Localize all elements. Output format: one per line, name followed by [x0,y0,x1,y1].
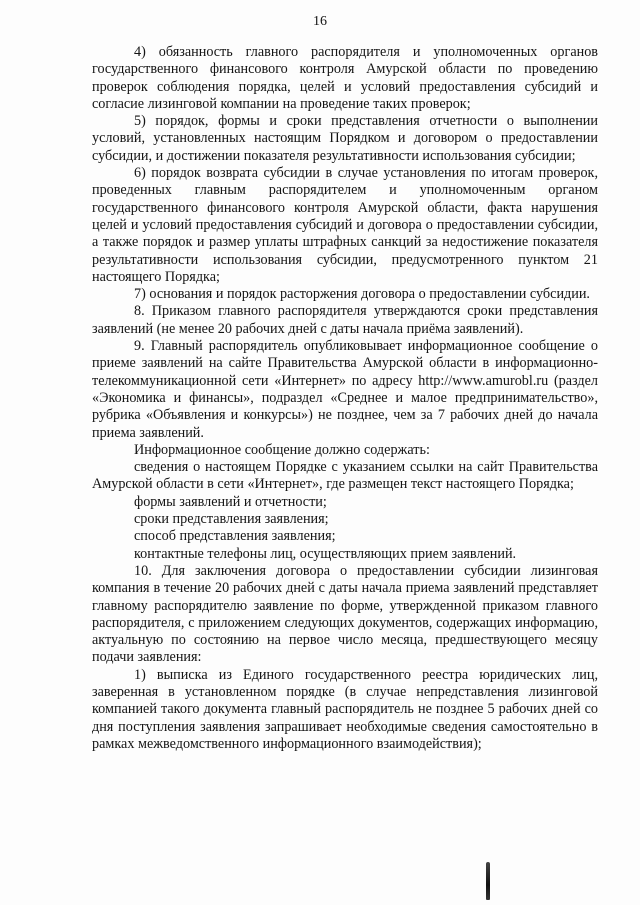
paragraph: 9. Главный распорядитель опубликовывает информационное сообщение о приеме заявлений на сайте Правительства Амурской области в информационно-телекоммуникационной сети «Интернет» по адресу http://www.amurobl.ru (раздел «Экономика и финансы», подраздел «Среднее и малое предпринимательство», рубрика «Объявления и конкурсы») не позднее, чем за 7 рабочих дней до начала приема заявлений. [92,338,598,441]
paragraph: 10. Для заключения договора о предоставлении субсидии лизинговая компания в течение 20 рабочих дней с даты начала приема заявлений представляет главному распорядителю заявление по форме, утвержденной приказом главного распорядителя, с приложением следующих документов, содержащих информацию, актуальную по состоянию на первое число месяца, предшествующего месяцу подачи заявления: [92,562,598,666]
paragraph: Информационное сообщение должно содержать: [134,441,430,458]
list-item: способ представления заявления; [134,528,336,545]
paragraph: 8. Приказом главного распорядителя утверждаются сроки представления заявлений (не менее 20 рабочих дней с даты начала приёма заявлений). [92,303,598,337]
list-item: сроки представления заявления; [134,511,329,528]
list-item: контактные телефоны лиц, осуществляющих прием заявлений. [134,545,517,562]
paragraph: 7) основания и порядок расторжения договора о предоставлении субсидии. [134,286,590,303]
page-number: 16 [313,14,327,29]
paragraph: 1) выписка из Единого государственного реестра юридических лиц, заверенная в установленном порядке (в случае непредставления лизинговой компанией такого документа главный распорядитель не позднее 5 рабочих дней со дня поступления заявления запрашивает необходимые сведения самостоятельно в рамках межведомственного информационного взаимодействия); [92,666,598,752]
list-item: формы заявлений и отчетности; [134,493,327,510]
scan-artifact-mark [486,862,490,900]
paragraph: 6) порядок возврата субсидии в случае установления по итогам проверок, проведенных главным распорядителем и уполномоченным органом государственного финансового контроля Амурской области, факта нарушения целей и условий предоставления субсидий и договора о предоставлении субсидии, а также порядок и размер уплаты штрафных санкций за недостижение показателя результативности использования субсидии, предусмотренного пунктом 21 настоящего Порядка; [92,165,598,285]
paragraph: сведения о настоящем Порядке с указанием ссылки на сайт Правительства Амурской области в сети «Интернет», где размещен текст настоящего Порядка; [92,459,598,493]
paragraph: 5) порядок, формы и сроки представления отчетности о выполнении условий, установленных настоящим Порядком и договором о предоставлении субсидии, и достижении показателя результативности использования субсидии; [92,113,598,164]
paragraph: 4) обязанность главного распорядителя и уполномоченных органов государственного финансового контроля Амурской области по проведению проверок соблюдения порядка, целей и условий предоставления субсидий и согласие лизинговой компании на проведение таких проверок; [92,44,598,112]
document-body [92,44,598,753]
